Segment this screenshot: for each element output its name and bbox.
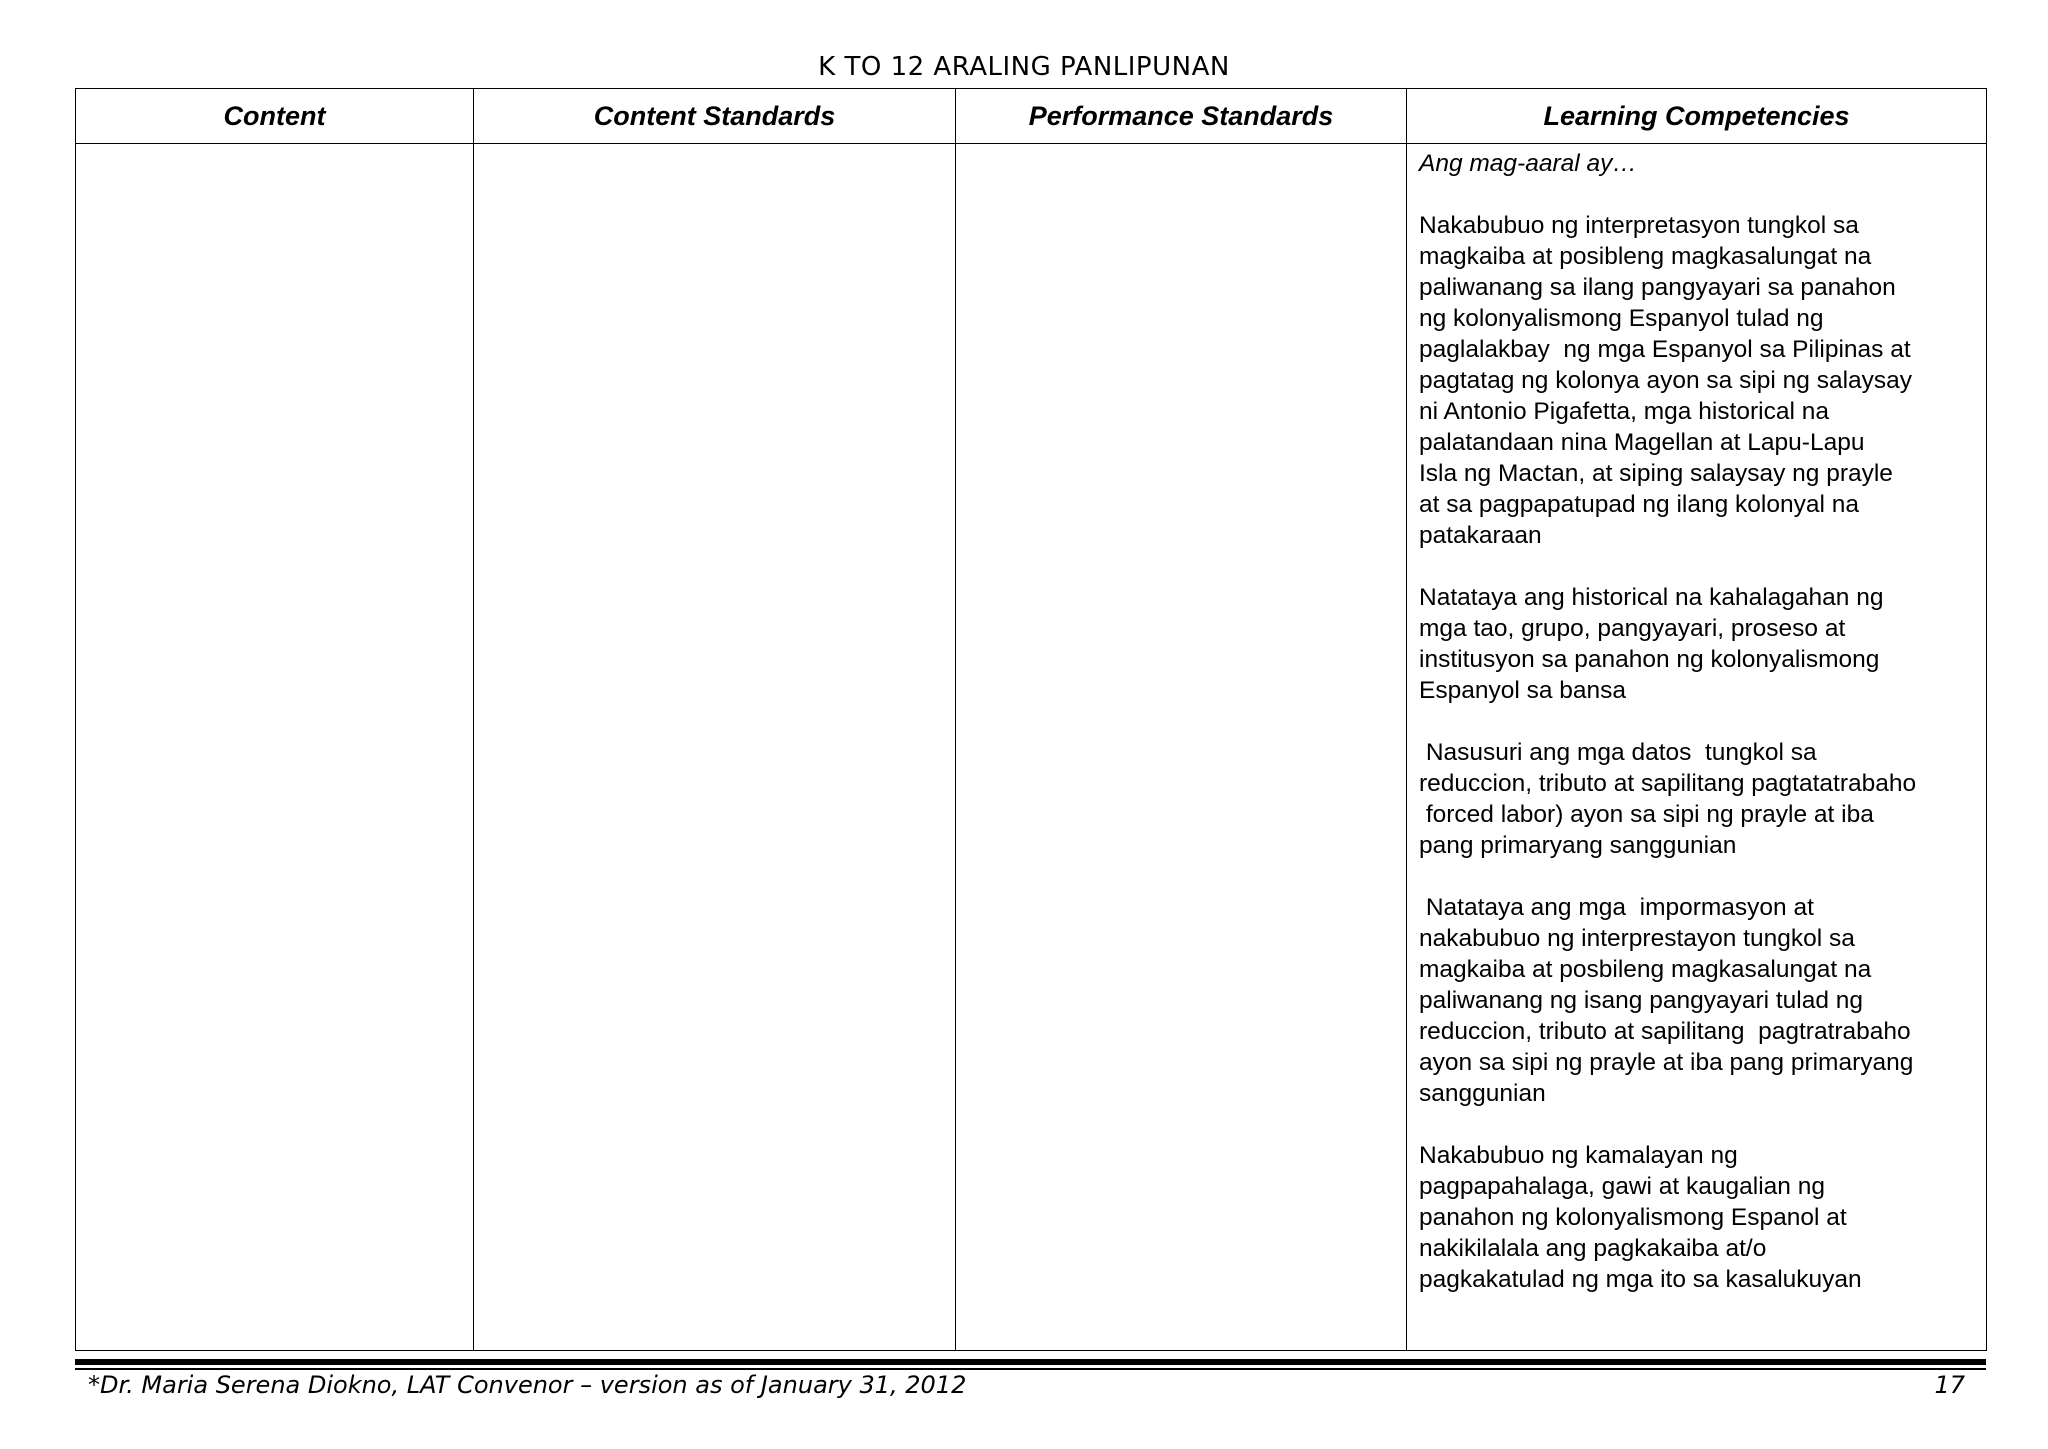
competencies-list [1407,144,1986,1295]
column-header-content-standards: Content Standards [474,89,956,144]
performance-standards-cell [956,144,1407,1351]
competency-item: Natataya ang mga impormasyon at nakabubuo ng interprestayon tungkol sa magkaiba at posbileng magkasalungat na paliwanang ng isang pangyayari tulad ng reduccion, tributo at sapilitang pagtratrabaho ayon sa sipi ng prayle at iba pang primaryang sanggunian [1419,894,1914,1107]
page-number: 17 [1934,1371,1965,1399]
competency-item: Nakabubuo ng kamalayan ng pagpapahalaga, gawi at kaugalian ng panahon ng kolonyalismong Espanol at nakikilalala ang pagkakaiba at/o pagkakatulad ng mga ito sa kasalukuyan [1419,1142,1862,1293]
column-header-learning-competencies: Learning Competencies [1407,89,1987,144]
learning-competencies-cell [1407,144,1987,1351]
content-cell [76,144,474,1351]
curriculum-table [75,88,1987,1351]
footer-divider-thick [75,1359,1986,1365]
document-title: K TO 12 ARALING PANLIPUNAN [818,52,1230,82]
footer-divider-thin [75,1368,1986,1370]
content-standards-cell [474,144,956,1351]
table-header-row [76,89,1987,144]
competencies-intro: Ang mag-aaral ay… [1419,150,1637,177]
competency-item: Nasusuri ang mga datos tungkol sa reduccion, tributo at sapilitang pagtatatrabaho forced labor) ayon sa sipi ng prayle at iba pang primaryang sanggunian [1419,739,1917,859]
table-row [76,144,1987,1351]
column-header-content: Content [76,89,474,144]
column-header-performance-standards: Performance Standards [956,89,1407,144]
competency-item: Nakabubuo ng interpretasyon tungkol sa magkaiba at posibleng magkasalungat na paliwanang sa ilang pangyayari sa panahon ng kolonyalismong Espanyol tulad ng paglalakbay ng mga Espanyol sa Pilipinas at pagtatag ng kolonya ayon sa sipi ng salaysay ni Antonio Pigafetta, mga historical na palatandaan nina Magellan at Lapu-Lapu Isla ng Mactan, at siping salaysay ng prayle at sa pagpapatupad ng ilang kolonyal na patakaraan [1419,212,1913,549]
competency-item: Natataya ang historical na kahalagahan ng mga tao, grupo, pangyayari, proseso at institusyon sa panahon ng kolonyalismong Espanyol sa bansa [1419,584,1884,704]
footer-credit: *Dr. Maria Serena Diokno, LAT Convenor – version as of January 31, 2012 [88,1371,967,1399]
